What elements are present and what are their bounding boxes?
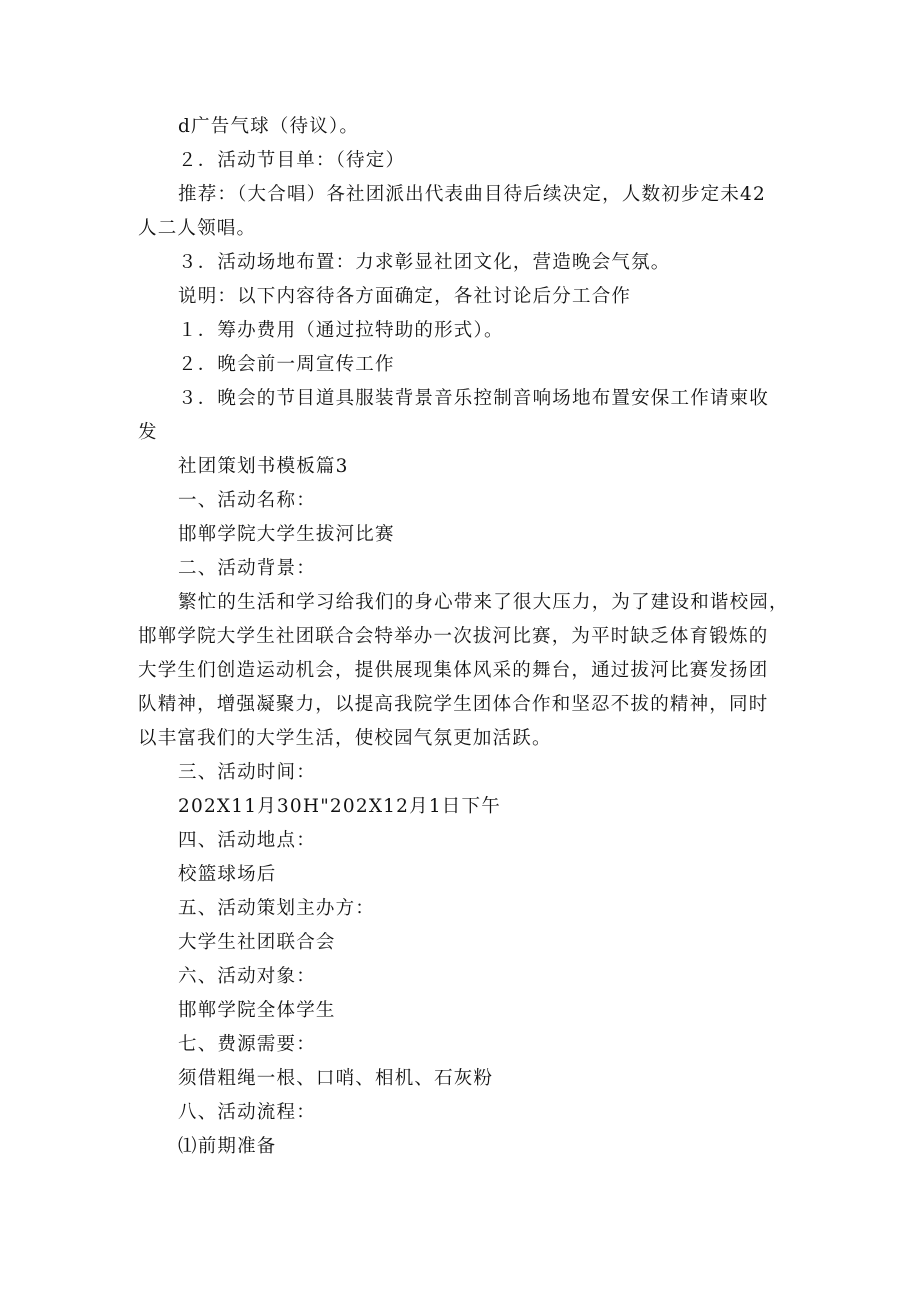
document-body [138, 110, 798, 1164]
text-line: 大学生社团联合会 [178, 932, 336, 953]
text-line: ２．晚会前一周宣传工作 [178, 354, 395, 375]
text-line: 大学生们创造运动机会，提供展现集体风采的舞台，通过拔河比赛发扬团 [138, 660, 769, 681]
text-line: 队精神，增强凝聚力，以提高我院学生团体合作和坚忍不拔的精神，同时 [138, 694, 769, 715]
text-line: 六、活动对象： [178, 966, 316, 987]
text-line: 七、费源需要： [178, 1034, 316, 1055]
text-line: 发 [138, 422, 158, 443]
text-line: 一、活动名称： [178, 490, 316, 511]
text-line: 邯郸学院大学生社团联合会特举办一次拔河比赛，为平时缺乏体育锻炼的 [138, 626, 769, 647]
text-line: １．筹办费用（通过拉特助的形式）。 [178, 320, 504, 341]
text-line: ３．活动场地布置：力求彰显社团文化，营造晚会气氛。 [178, 252, 671, 273]
text-line: 邯郸学院全体学生 [178, 1000, 336, 1021]
text-line: ⑴前期准备 [178, 1136, 277, 1157]
section-heading: 社团策划书模板篇3 [178, 456, 349, 477]
text-line: 人二人领唱。 [138, 218, 257, 239]
text-line: 推荐：（大合唱）各社团派出代表曲目待后续决定，人数初步定未42 [178, 184, 766, 205]
text-line: 二、活动背景： [178, 558, 316, 579]
text-line: 邯郸学院大学生拔河比赛 [178, 524, 395, 545]
text-line: 以丰富我们的大学生活，使校园气氛更加活跃。 [138, 728, 552, 749]
text-line: ２．活动节目单：（待定） [178, 150, 406, 171]
text-line: 说明：以下内容待各方面确定，各社讨论后分工合作 [178, 286, 632, 307]
text-line: 五、活动策划主办方： [178, 898, 376, 919]
text-line: 须借粗绳一根、口哨、相机、石灰粉 [178, 1068, 494, 1089]
text-line: 三、活动时间： [178, 762, 316, 783]
text-line: ３．晚会的节目道具服装背景音乐控制音响场地布置安保工作请柬收 [178, 388, 770, 409]
text-line: 繁忙的生活和学习给我们的身心带来了很大压力，为了建设和谐校园， [178, 592, 789, 613]
text-line: 202X11月30H"202X12月1日下午 [178, 796, 501, 817]
text-line: d广告气球（待议）。 [178, 116, 360, 137]
text-line: 八、活动流程： [178, 1102, 316, 1123]
text-line: 四、活动地点： [178, 830, 316, 851]
text-line: 校篮球场后 [178, 864, 277, 885]
